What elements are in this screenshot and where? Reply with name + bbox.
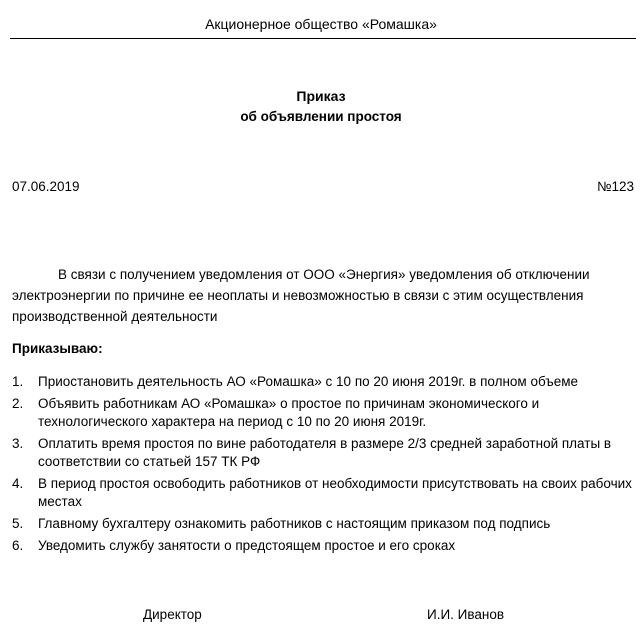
order-item-number: 5. bbox=[12, 516, 24, 531]
document-number: №123 bbox=[596, 179, 634, 194]
order-item-text: В период простоя освободить работников от необходимости присутствовать на своих рабочих местах bbox=[38, 476, 632, 509]
order-item-number: 4. bbox=[12, 476, 24, 491]
order-item-number: 6. bbox=[12, 538, 24, 553]
signature-role: Директор bbox=[143, 607, 202, 622]
order-item-number: 1. bbox=[12, 374, 24, 389]
signature-name: И.И. Иванов bbox=[427, 607, 505, 622]
order-item bbox=[12, 515, 634, 533]
order-item bbox=[12, 435, 634, 471]
header-divider bbox=[10, 38, 636, 39]
order-item-number: 2. bbox=[12, 396, 24, 411]
intro-paragraph: В связи с получением уведомления от ООО «Энергия» уведомления об отключении электроэнергии по причине ее неоплаты и невозможностью в связи с этим осуществления производственной деятельности bbox=[12, 267, 590, 324]
document-title: Приказ bbox=[296, 88, 346, 104]
document-subtitle: об объявлении простоя bbox=[240, 109, 402, 124]
order-item bbox=[12, 475, 634, 511]
order-item-text: Уведомить службу занятости о предстоящем простое и его сроках bbox=[38, 538, 456, 553]
order-item-text: Объявить работникам АО «Ромашка» о простое по причинам экономического и технологического характера на период с 10 по 20 июня 2019г. bbox=[38, 396, 540, 429]
order-item-number: 3. bbox=[12, 436, 24, 451]
organization-name: Акционерное общество «Ромашка» bbox=[205, 16, 437, 32]
order-item bbox=[12, 537, 634, 555]
order-items-list bbox=[12, 373, 634, 559]
order-item-text: Приостановить деятельность АО «Ромашка» с 10 по 20 июня 2019г. в полном объеме bbox=[38, 374, 578, 389]
order-item bbox=[12, 395, 634, 431]
order-item-text: Оплатить время простоя по вине работодателя в размере 2/3 средней заработной платы в соответствии со статьей 157 ТК РФ bbox=[38, 436, 612, 469]
order-item bbox=[12, 373, 634, 391]
orders-label: Приказываю: bbox=[12, 341, 103, 356]
order-item-text: Главному бухгалтеру ознакомить работников с настоящим приказом под подпись bbox=[38, 516, 551, 531]
document-date: 07.06.2019 bbox=[12, 179, 80, 194]
